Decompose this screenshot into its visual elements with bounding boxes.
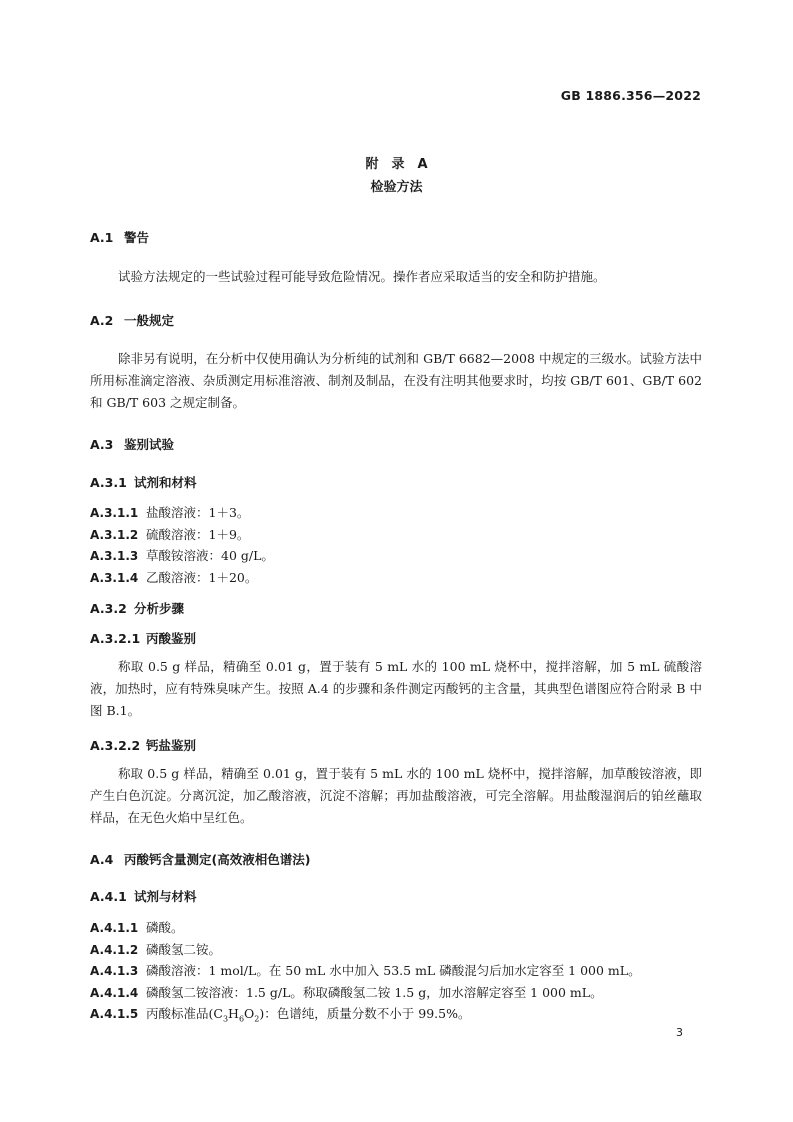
list-item bbox=[90, 940, 221, 958]
item-number: A.4.1.1 bbox=[90, 921, 139, 935]
section-title: 一般规定 bbox=[124, 313, 175, 328]
section-number: A.4 bbox=[90, 852, 114, 867]
heading-a1 bbox=[90, 228, 149, 246]
item-number: A.4.1.5 bbox=[90, 1007, 139, 1021]
item-text: 乙酸溶液：1＋20。 bbox=[146, 570, 258, 585]
paragraph-a321: 称取 0.5 g 样品，精确至 0.01 g，置于装有 5 mL 水的 100 mL 烧杯中，搅拌溶解，加 5 mL 硫酸溶液，加热时，应有特殊臭味产生。按照 A.4 的步骤和条件测定丙酸钙的主含量，其典型色谱图应符合附录 B 中图 B.1。 bbox=[90, 659, 702, 718]
item-text: 盐酸溶液：1＋3。 bbox=[146, 505, 250, 520]
item-number: A.3.1.3 bbox=[90, 549, 139, 563]
section-title: 试剂和材料 bbox=[134, 475, 197, 490]
heading-a31 bbox=[90, 473, 197, 491]
section-number: A.3.1 bbox=[90, 475, 127, 490]
list-item bbox=[90, 1004, 470, 1024]
section-number: A.2 bbox=[90, 313, 114, 328]
heading-a2 bbox=[90, 311, 174, 329]
item-text: 草酸铵溶液：40 g/L。 bbox=[146, 548, 274, 563]
item-number: A.3.1.4 bbox=[90, 571, 139, 585]
item-text: 磷酸氢二铵溶液：1.5 g/L。称取磷酸氢二铵 1.5 g，加水溶解定容至 1 000 mL。 bbox=[146, 985, 603, 1000]
section-title: 试剂与材料 bbox=[134, 889, 197, 904]
item-text: 丙酸标准品$(C_3H_6O_2)$：色谱纯，质量分数不小于 99.5%。 bbox=[146, 1006, 471, 1024]
paragraph-a2: 除非另有说明，在分析中仅使用确认为分析纯的试剂和 GB/T 6682—2008 中规定的三级水。试验方法中所用标准滴定溶液、杂质测定用标准溶液、制剂及制品，在没有注明其他要求时，均按 GB/T 601、GB/T 602 和 GB/T 603 之规定制备。 bbox=[90, 351, 702, 410]
item-text: 磷酸溶液：1 mol/L。在 50 mL 水中加入 53.5 mL 磷酸混匀后加水定容至 1 000 mL。 bbox=[146, 963, 641, 978]
list-item bbox=[90, 503, 249, 521]
item-number: A.4.1.2 bbox=[90, 943, 139, 957]
annex-title: 检验方法 bbox=[370, 180, 423, 195]
heading-a41 bbox=[90, 887, 197, 905]
item-number: A.3.1.2 bbox=[90, 528, 139, 542]
section-title: 鉴别试验 bbox=[124, 437, 175, 452]
paragraph-a322: 称取 0.5 g 样品，精确至 0.01 g，置于装有 5 mL 水的 100 mL 烧杯中，搅拌溶解，加草酸铵溶液，即产生白色沉淀。分离沉淀，加乙酸溶液，沉淀不溶解；再加盐酸溶液，可完全溶解。用盐酸湿润后的铂丝蘸取样品，在无色火焰中呈红色。 bbox=[90, 766, 702, 825]
annex-label: 附 录 A bbox=[365, 157, 428, 172]
section-number: A.1 bbox=[90, 230, 114, 245]
item-number: A.4.1.4 bbox=[90, 986, 139, 1000]
section-title: 丙酸鉴别 bbox=[146, 631, 197, 646]
heading-a3 bbox=[90, 435, 174, 453]
item-text: 磷酸氢二铵。 bbox=[146, 942, 222, 957]
list-item bbox=[90, 918, 184, 936]
item-number: A.4.1.3 bbox=[90, 964, 139, 978]
list-item bbox=[90, 568, 257, 586]
section-number: A.3.2.1 bbox=[90, 631, 141, 646]
section-title: 钙盐鉴别 bbox=[146, 738, 197, 753]
list-item bbox=[90, 546, 274, 564]
page-number: 3 bbox=[676, 1026, 683, 1039]
item-number: A.3.1.1 bbox=[90, 506, 139, 520]
standard-number: GB 1886.356—2022 bbox=[560, 88, 701, 103]
section-number: A.4.1 bbox=[90, 889, 127, 904]
list-item bbox=[90, 525, 249, 543]
section-title: 丙酸钙含量测定(高效液相色谱法) bbox=[124, 852, 311, 867]
heading-a322 bbox=[90, 736, 196, 754]
section-title: 警告 bbox=[124, 230, 150, 245]
heading-a4 bbox=[90, 850, 310, 868]
heading-a321 bbox=[90, 629, 196, 647]
section-number: A.3 bbox=[90, 437, 114, 452]
item-text: 磷酸。 bbox=[146, 920, 184, 935]
section-number: A.3.2 bbox=[90, 601, 127, 616]
section-title: 分析步骤 bbox=[134, 601, 185, 616]
item-text: 硫酸溶液：1＋9。 bbox=[146, 527, 250, 542]
heading-a32 bbox=[90, 599, 184, 617]
list-item bbox=[90, 983, 603, 1001]
paragraph-a1: 试验方法规定的一些试验过程可能导致危险情况。操作者应采取适当的安全和防护措施。 bbox=[118, 269, 606, 284]
section-number: A.3.2.2 bbox=[90, 738, 141, 753]
list-item bbox=[90, 961, 641, 979]
